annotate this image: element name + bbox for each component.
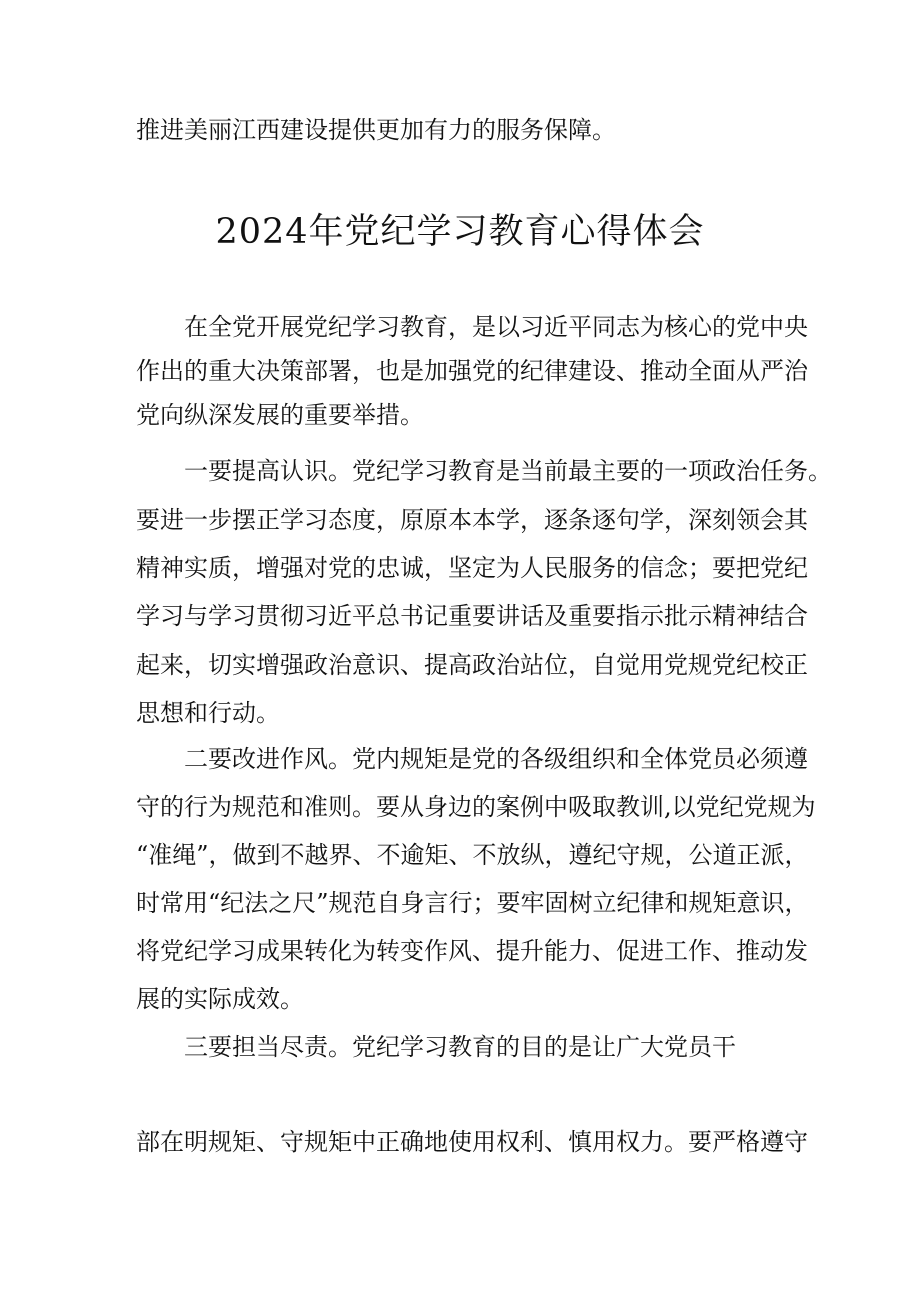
paragraph-3-line-2: 守的行为规范和准则。要从身边的案例中吸取教训,以党纪党规为 xyxy=(136,793,816,821)
paragraph-4-line-2: 部在明规矩、守规矩中正确地使用权利、慎用权力。要严格遵守 xyxy=(136,1128,808,1156)
paragraph-1-line-1: 在全党开展党纪学习教育，是以习近平同志为核心的党中央 xyxy=(184,313,808,341)
paragraph-2-line-5: 起来，切实增强政治意识、提高政治站位，自觉用党规党纪校正 xyxy=(136,651,808,679)
paragraph-3-line-6: 展的实际成效。 xyxy=(136,985,304,1013)
document-title: 2024年党纪学习教育心得体会 xyxy=(215,212,705,252)
paragraph-2-line-3: 精神实质，增强对党的忠诚，坚定为人民服务的信念；要把党纪 xyxy=(136,554,808,582)
paragraph-2-line-1: 一要提高认识。党纪学习教育是当前最主要的一项政治任务。 xyxy=(184,457,832,485)
paragraph-4-line-1: 三要担当尽责。党纪学习教育的目的是让广大党员干 xyxy=(184,1033,736,1061)
continuation-line: 推进美丽江西建设提供更加有力的服务保障。 xyxy=(136,116,616,144)
paragraph-1-line-3: 党向纵深发展的重要举措。 xyxy=(136,401,424,429)
paragraph-1-line-2: 作出的重大决策部署，也是加强党的纪律建设、推动全面从严治 xyxy=(136,357,808,385)
paragraph-2-line-6: 思想和行动。 xyxy=(136,699,280,727)
paragraph-3-line-3: “准绳”，做到不越界、不逾矩、不放纵，遵纪守规，公道正派， xyxy=(136,841,809,869)
paragraph-3-line-5: 将党纪学习成果转化为转变作风、提升能力、促进工作、推动发 xyxy=(136,937,808,965)
paragraph-2-line-4: 学习与学习贯彻习近平总书记重要讲话及重要指示批示精神结合 xyxy=(136,602,808,630)
paragraph-3-line-4: 时常用“纪法之尺”规范自身言行；要牢固树立纪律和规矩意识， xyxy=(136,889,809,917)
paragraph-3-line-1: 二要改进作风。党内规矩是党的各级组织和全体党员必须遵 xyxy=(184,745,808,773)
paragraph-2-line-2: 要进一步摆正学习态度，原原本本学，逐条逐句学，深刻领会其 xyxy=(136,506,808,534)
